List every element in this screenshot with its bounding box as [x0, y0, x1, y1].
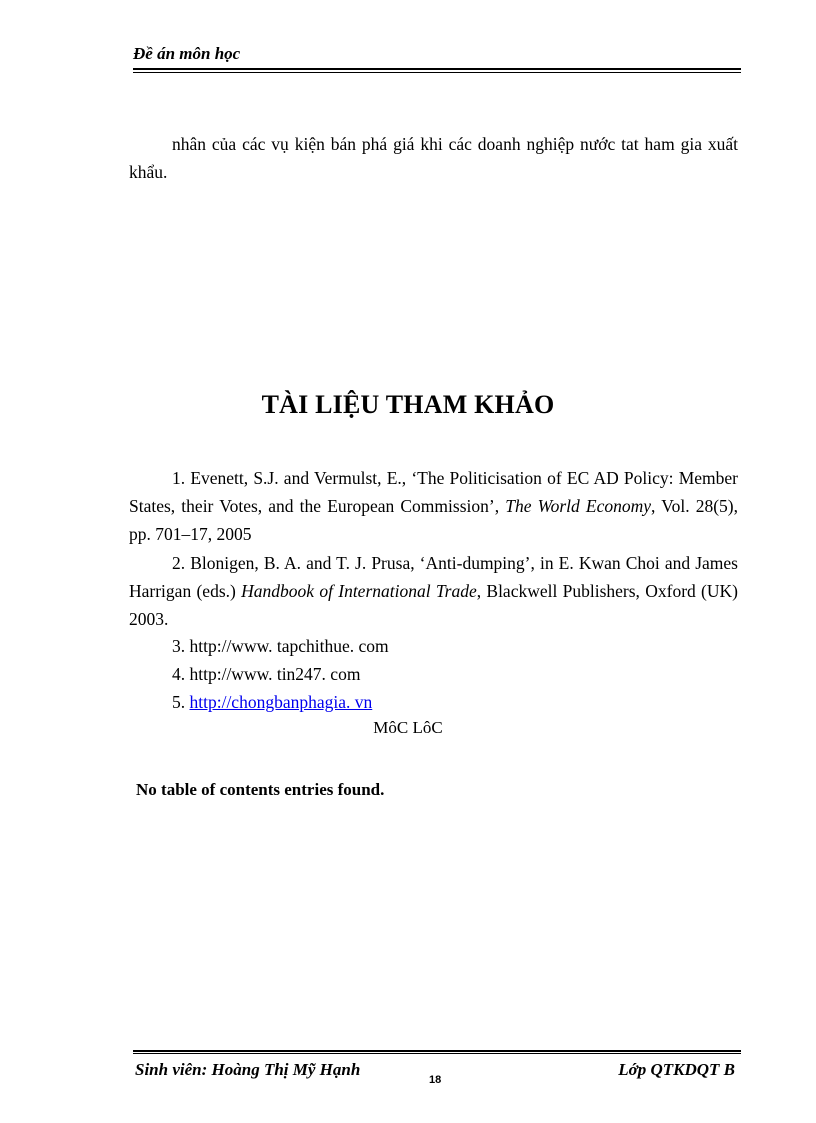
- page-number: 18: [429, 1074, 442, 1086]
- page-header: [133, 44, 741, 73]
- header-rule-thin: [133, 72, 741, 73]
- header-rule-thick: [133, 68, 741, 70]
- reference-2-details: , Blackwell Publishers, Oxford (UK) 2003.: [129, 581, 738, 629]
- reference-2-text: 2. Blonigen, B. A. and T. J. Prusa, ‘Anti-dumping’, in E. Kwan Choi and James Harrigan (eds.): [129, 553, 738, 601]
- reference-item-3: 3. http://www. tapchithue. com: [172, 636, 389, 656]
- toc-title: MôC LôC: [373, 718, 443, 737]
- intro-paragraph: nhân của các vụ kiện bán phá giá khi các doanh nghiệp nước tat ham gia xuất khẩu.: [129, 134, 738, 182]
- reference-1-details: , Vol. 28(5), pp. 701–17, 2005: [129, 496, 738, 544]
- reference-item-4: 4. http://www. tin247. com: [172, 664, 361, 684]
- reference-1-text: 1. Evenett, S.J. and Vermulst, E., ‘The Politicisation of EC AD Policy: Member States, their Votes, and the European Commission’,: [129, 468, 738, 516]
- reference-1-journal: The World Economy: [505, 496, 651, 516]
- toc-empty-message: No table of contents entries found.: [136, 780, 385, 799]
- reference-5-number: 5.: [172, 692, 190, 712]
- footer-student-name: Sinh viên: Hoàng Thị Mỹ Hạnh: [135, 1060, 361, 1079]
- header-title: Đề án môn học: [133, 44, 241, 63]
- footer-rule-thick: [133, 1050, 741, 1052]
- reference-5-link[interactable]: http://chongbanphagia. vn: [189, 692, 373, 712]
- page-footer: [133, 1050, 741, 1086]
- reference-2-book: Handbook of International Trade: [241, 581, 477, 601]
- reference-item-1: [129, 464, 738, 548]
- references-heading: TÀI LIỆU THAM KHẢO: [261, 390, 555, 419]
- footer-class: Lớp QTKDQT B: [618, 1060, 735, 1079]
- reference-item-2: [129, 549, 738, 633]
- reference-item-5: [172, 688, 372, 716]
- footer-row: [133, 1060, 741, 1086]
- footer-rule-thin: [133, 1053, 741, 1054]
